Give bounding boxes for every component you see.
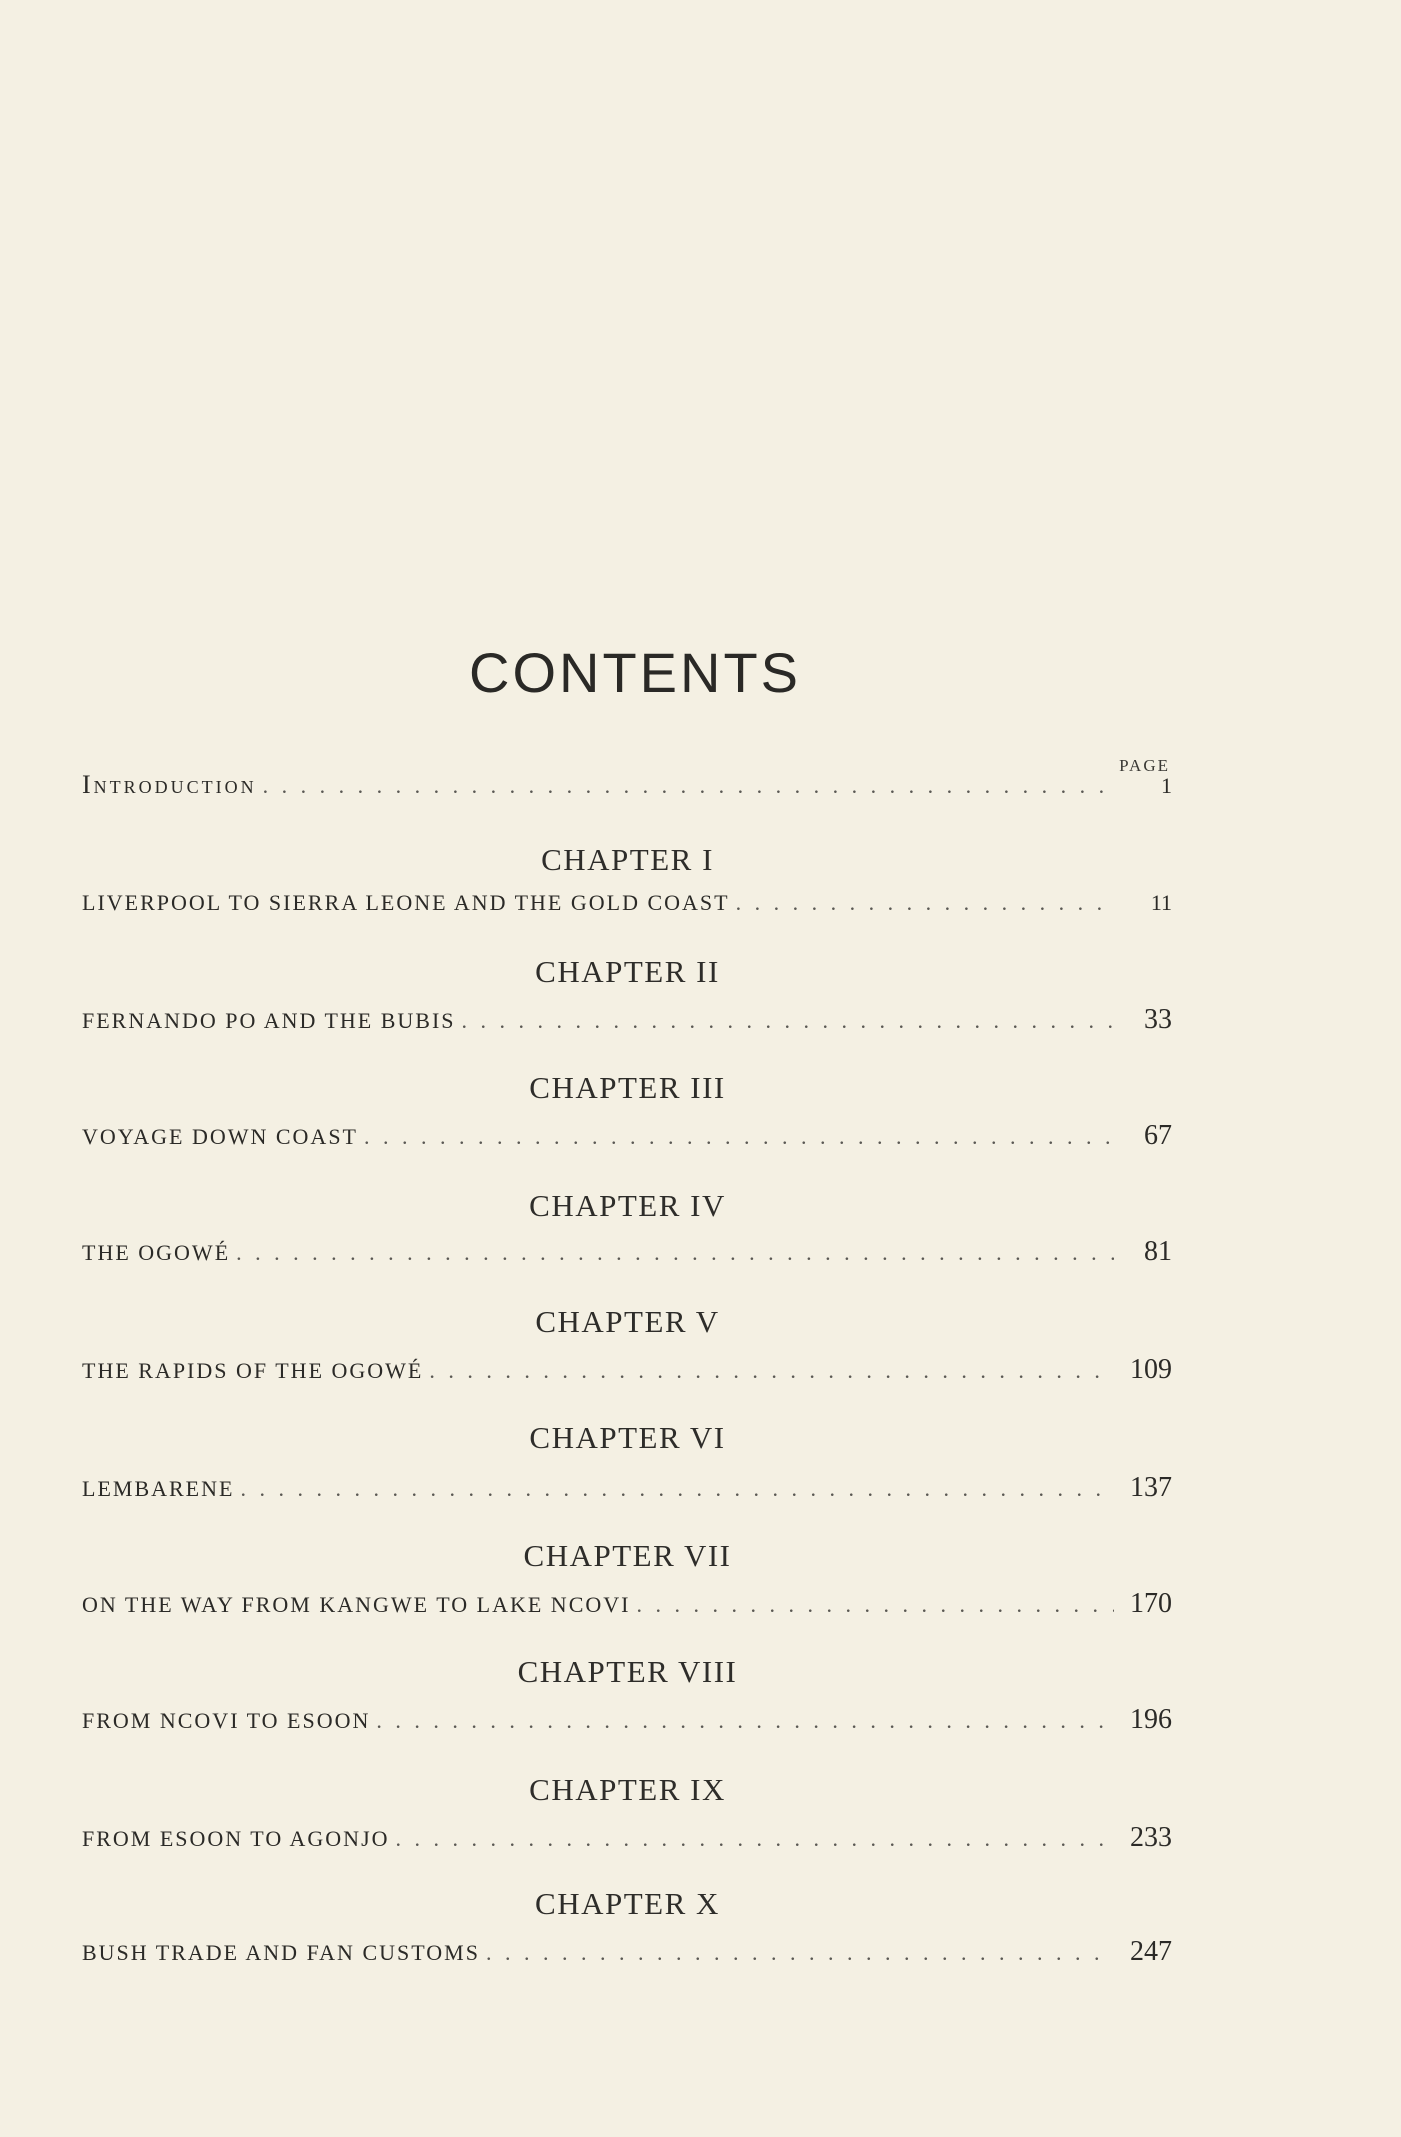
toc-entry-title: FROM NCOVI TO ESOON bbox=[82, 1708, 371, 1733]
chapter-heading: CHAPTER VIII bbox=[517, 1654, 738, 1689]
toc-entry-title: FERNANDO PO AND THE BUBIS bbox=[82, 1008, 456, 1033]
toc-entry bbox=[82, 1822, 1172, 1854]
page-column-label: PAGE bbox=[1119, 756, 1170, 775]
toc-entry-title: LEMBARENE bbox=[82, 1476, 235, 1501]
leader-dots bbox=[364, 1124, 1114, 1150]
toc-entry-page: 33 bbox=[1144, 1004, 1172, 1035]
chapter-heading: CHAPTER III bbox=[529, 1070, 726, 1105]
toc-entry bbox=[82, 1704, 1172, 1736]
toc-entry-title: ON THE WAY FROM KANGWE TO LAKE NCOVI bbox=[82, 1592, 631, 1617]
chapter-heading: CHAPTER IX bbox=[529, 1772, 726, 1807]
chapter-heading: CHAPTER X bbox=[535, 1886, 720, 1921]
chapter-heading: CHAPTER IV bbox=[529, 1188, 726, 1223]
chapter-heading: CHAPTER VII bbox=[523, 1538, 732, 1573]
toc-entry-title: THE RAPIDS OF THE OGOWÉ bbox=[82, 1358, 424, 1383]
page-title: CONTENTS bbox=[469, 641, 801, 704]
toc-entry bbox=[82, 1120, 1172, 1152]
toc-entry bbox=[82, 1936, 1172, 1968]
toc-entry-title: THE OGOWÉ bbox=[82, 1240, 231, 1265]
chapter-heading: CHAPTER V bbox=[535, 1304, 720, 1339]
chapter-heading: CHAPTER I bbox=[541, 842, 714, 877]
toc-entry-title: LIVERPOOL TO SIERRA LEONE AND THE GOLD COAST bbox=[82, 890, 730, 915]
toc-entry bbox=[82, 1472, 1172, 1504]
leader-dots bbox=[263, 773, 1114, 799]
chapter-heading: CHAPTER II bbox=[535, 954, 720, 989]
toc-entry-title: Introduction bbox=[82, 770, 257, 799]
toc-entry-page: 196 bbox=[1130, 1704, 1172, 1735]
leader-dots bbox=[236, 1240, 1114, 1266]
toc-entry-introduction bbox=[82, 770, 1172, 800]
toc-entry-page: 109 bbox=[1130, 1354, 1172, 1385]
toc-entry-page: 137 bbox=[1130, 1472, 1172, 1503]
chapter-heading: CHAPTER VI bbox=[529, 1420, 726, 1455]
toc-entry-page: 11 bbox=[1150, 890, 1172, 915]
toc-entry-page: 233 bbox=[1130, 1822, 1172, 1853]
toc-entry bbox=[82, 890, 1172, 916]
leader-dots bbox=[736, 890, 1114, 916]
toc-entry-title: VOYAGE DOWN COAST bbox=[82, 1124, 358, 1149]
leader-dots bbox=[636, 1592, 1114, 1618]
toc-entry bbox=[82, 1588, 1172, 1620]
toc-entry bbox=[82, 1354, 1172, 1386]
toc-entry-title: FROM ESOON TO AGONJO bbox=[82, 1826, 390, 1851]
toc-entry bbox=[82, 1236, 1172, 1268]
toc-entry-page: 67 bbox=[1144, 1120, 1172, 1151]
leader-dots bbox=[396, 1826, 1114, 1852]
leader-dots bbox=[429, 1358, 1114, 1384]
leader-dots bbox=[376, 1708, 1114, 1734]
leader-dots bbox=[486, 1940, 1114, 1966]
toc-entry-page: 170 bbox=[1130, 1588, 1172, 1619]
toc-entry-title: BUSH TRADE AND FAN CUSTOMS bbox=[82, 1940, 480, 1965]
leader-dots bbox=[462, 1008, 1114, 1034]
toc-entry-page: 1 bbox=[1161, 773, 1172, 798]
toc-entry bbox=[82, 1004, 1172, 1036]
toc-entry-page: 247 bbox=[1130, 1936, 1172, 1967]
leader-dots bbox=[240, 1476, 1114, 1502]
toc-entry-page: 81 bbox=[1144, 1236, 1172, 1267]
